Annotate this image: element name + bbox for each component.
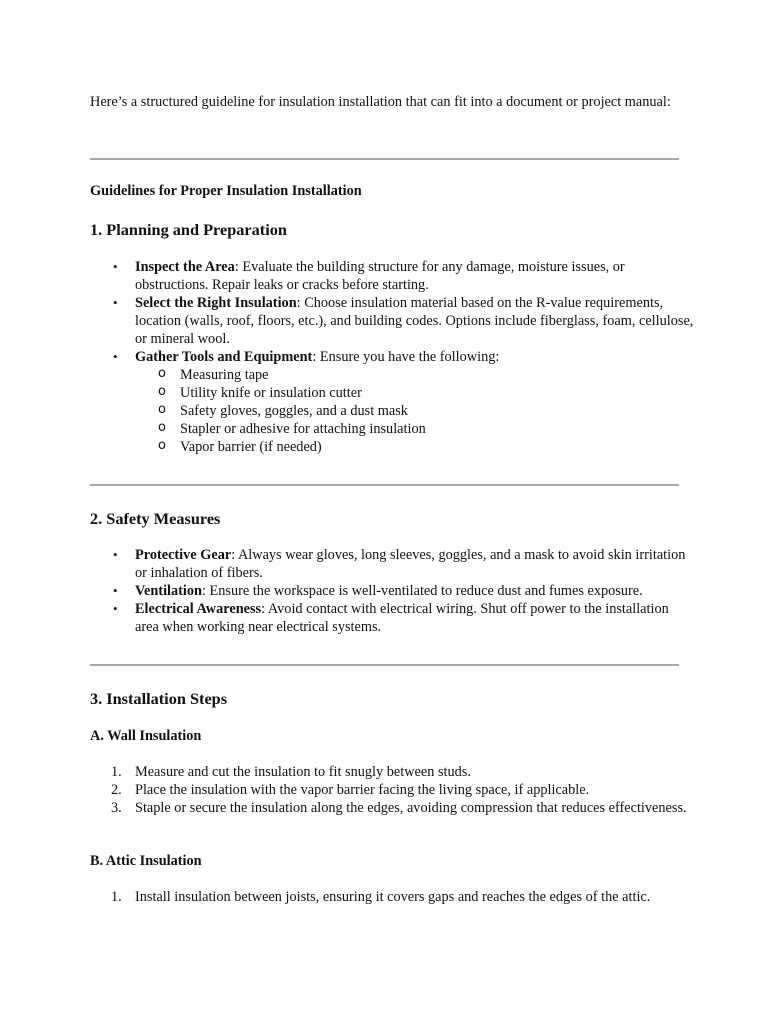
safety-bullet-list: [113, 546, 695, 636]
sublist-item: o Measuring tape: [158, 366, 269, 383]
horizontal-rule: [90, 484, 679, 486]
circle-bullet-icon: o: [158, 384, 166, 399]
item-term: Electrical Awareness: [135, 601, 262, 617]
list-item: [113, 582, 695, 600]
intro-paragraph: Here’s a structured guideline for insulation installation that can fit into a document or project manual:: [90, 94, 671, 110]
bullet-icon: •: [113, 547, 118, 562]
bullet-icon: •: [113, 259, 118, 274]
item-text: : Evaluate the building structure for any damage, moisture issues, or obstructions. Repair leaks or cracks before starting.: [135, 259, 625, 293]
item-term: Inspect the Area: [135, 259, 235, 275]
sublist-item: o Utility knife or insulation cutter: [158, 384, 362, 401]
item-text: : Always wear gloves, long sleeves, goggles, and a mask to avoid skin irritation or inhalation of fibers.: [135, 547, 686, 581]
item-term: Ventilation: [135, 583, 202, 599]
document-title: Guidelines for Proper Insulation Installation: [90, 183, 362, 199]
step-number: 1.: [111, 764, 122, 780]
item-text: : Choose insulation material based on the R-value requirements, location (walls, roof, floors, etc.), and building codes. Options include fiberglass, foam, cellulose, or mineral wool.: [135, 295, 694, 347]
item-text: : Ensure the workspace is well-ventilated to reduce dust and fumes exposure.: [202, 583, 643, 599]
step-number: 3.: [111, 800, 122, 816]
bullet-icon: •: [113, 349, 118, 364]
item-text: : Ensure you have the following:: [312, 349, 500, 365]
list-item: 2. Place the insulation with the vapor barrier facing the living space, if applicable.: [111, 782, 590, 798]
sublist-item: o Stapler or adhesive for attaching insulation: [158, 420, 426, 437]
circle-bullet-icon: o: [158, 366, 166, 381]
section-heading-safety: 2. Safety Measures: [90, 509, 221, 528]
circle-bullet-icon: o: [158, 420, 166, 435]
subsection-heading-attic: B. Attic Insulation: [90, 853, 202, 869]
subsection-heading-wall: A. Wall Insulation: [90, 728, 202, 744]
item-term: Select the Right Insulation: [135, 295, 297, 311]
horizontal-rule: [90, 158, 679, 160]
tools-sublist: [158, 366, 695, 456]
bullet-icon: •: [113, 601, 118, 616]
planning-bullet-list: [113, 258, 695, 456]
bullet-icon: •: [113, 583, 118, 598]
sublist-item: o Safety gloves, goggles, and a dust mask: [158, 402, 408, 419]
attic-steps-list: [111, 888, 695, 906]
bullet-icon: •: [113, 295, 118, 310]
item-term: Protective Gear: [135, 547, 232, 563]
horizontal-rule: [90, 664, 679, 666]
list-item: [113, 258, 695, 294]
list-item: 1. Measure and cut the insulation to fit snugly between studs.: [111, 764, 471, 780]
item-term: Gather Tools and Equipment: [135, 349, 313, 365]
item-text: : Avoid contact with electrical wiring. Shut off power to the installation area when working near electrical systems.: [135, 601, 669, 635]
list-item: [113, 348, 695, 456]
list-item: [113, 294, 695, 348]
list-item: 3. Staple or secure the insulation along the edges, avoiding compression that reduces effectiveness.: [111, 800, 687, 816]
wall-steps-list: [111, 763, 695, 817]
section-heading-planning: 1. Planning and Preparation: [90, 220, 287, 239]
section-heading-installation: 3. Installation Steps: [90, 689, 228, 708]
circle-bullet-icon: o: [158, 402, 166, 417]
circle-bullet-icon: o: [158, 438, 166, 453]
sublist-item: o Vapor barrier (if needed): [158, 438, 322, 455]
list-item: [113, 600, 695, 636]
step-number: 1.: [111, 889, 122, 905]
step-number: 2.: [111, 782, 122, 798]
list-item: [113, 546, 695, 582]
list-item: 1. Install insulation between joists, ensuring it covers gaps and reaches the edges of the attic.: [111, 889, 651, 905]
